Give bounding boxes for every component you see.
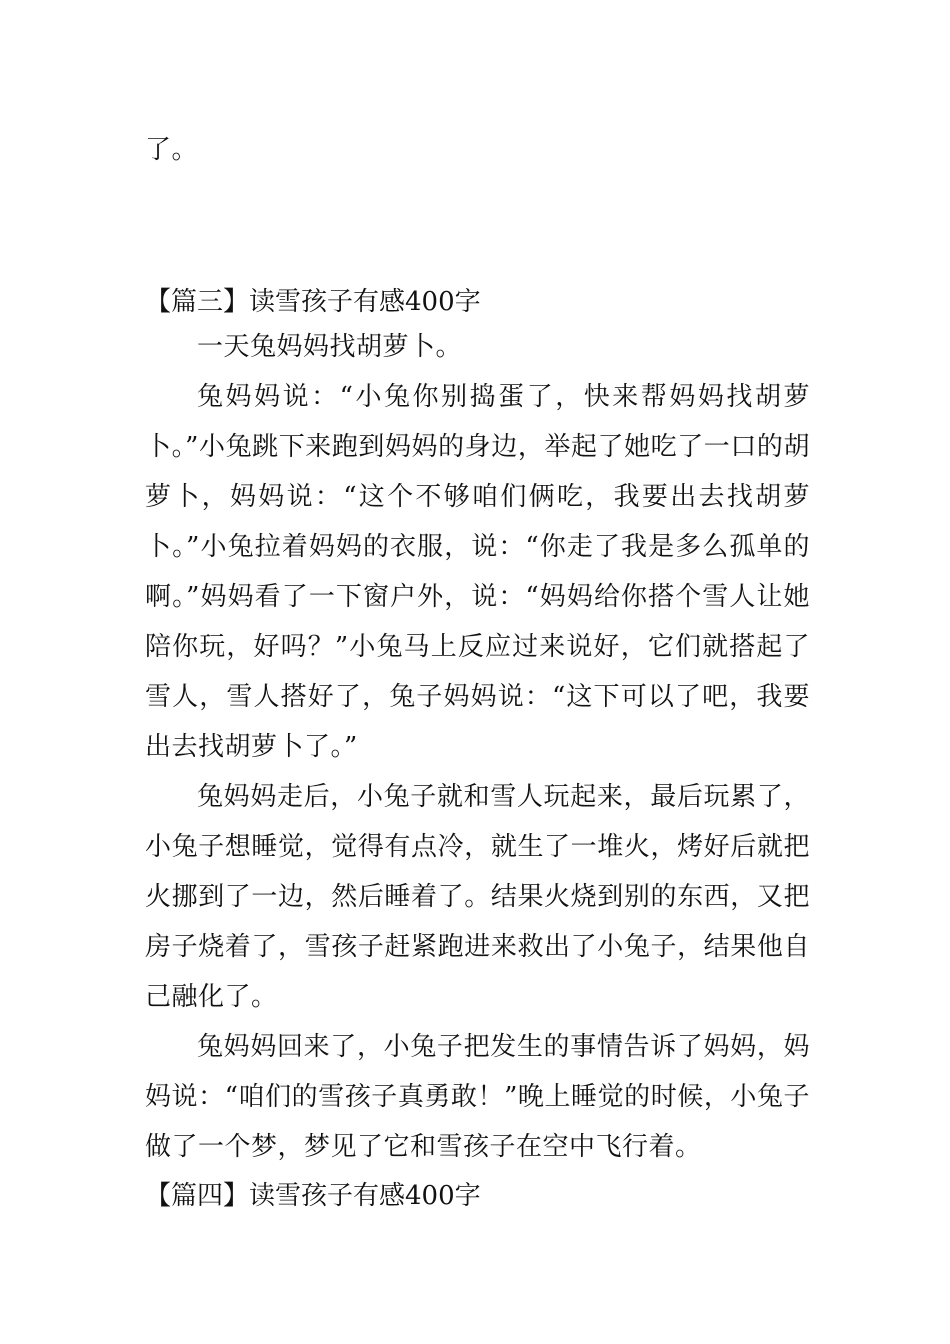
carryover-text: 了。	[145, 135, 199, 165]
section-heading-4: 【篇四】读雪孩子有感400字	[145, 1181, 481, 1211]
paragraph-4: 兔妈妈回来了，小兔子把发生的事情告诉了妈妈，妈妈说：“咱们的雪孩子真勇敢！”晚上睡觉的时候，小兔子做了一个梦，梦见了它和雪孩子在空中飞行着。	[145, 1032, 810, 1162]
paragraph-3: 兔妈妈走后，小兔子就和雪人玩起来，最后玩累了，小兔子想睡觉，觉得有点冷，就生了一堆火，烤好后就把火挪到了一边，然后睡着了。结果火烧到别的东西，又把房子烧着了，雪孩子赶紧跑进来救出了小兔子，结果他自己融化了。	[145, 782, 810, 1012]
section-heading-3: 【篇三】读雪孩子有感400字	[145, 287, 481, 317]
paragraph-2: 兔妈妈说：“小兔你别捣蛋了，快来帮妈妈找胡萝卜。”小兔跳下来跑到妈妈的身边，举起了她吃了一口的胡萝卜，妈妈说：“这个不够咱们俩吃，我要出去找胡萝卜。”小兔拉着妈妈的衣服，说：“你走了我是多么孤单的啊。”妈妈看了一下窗户外，说：“妈妈给你搭个雪人让她陪你玩，好吗？”小兔马上反应过来说好，它们就搭起了雪人，雪人搭好了，兔子妈妈说：“这下可以了吧，我要出去找胡萝卜了。”	[145, 382, 810, 762]
paragraph-1: 一天兔妈妈找胡萝卜。	[197, 332, 463, 362]
